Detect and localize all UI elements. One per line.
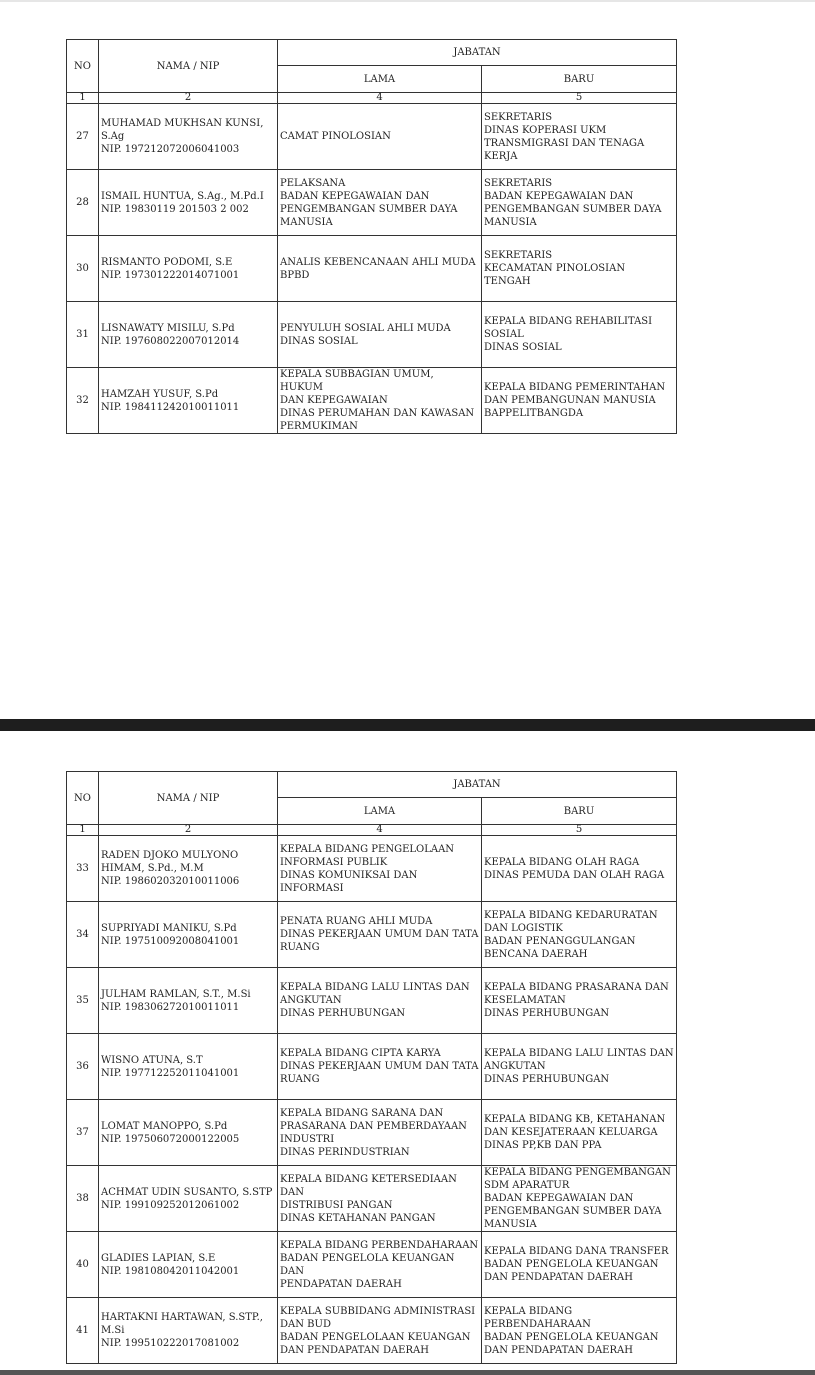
baru-line: SOSIAL bbox=[484, 329, 524, 340]
table-row bbox=[67, 368, 677, 434]
col-index-4: 4 bbox=[278, 825, 482, 836]
row-number: 33 bbox=[67, 836, 99, 902]
baru-line: ANGKUTAN bbox=[484, 1061, 546, 1072]
lama-line: PENDAPATAN DAERAH bbox=[280, 1278, 402, 1290]
baru-line: BADAN PENGELOLA KEUANGAN bbox=[484, 1259, 659, 1270]
cell-baru bbox=[482, 1100, 677, 1166]
baru-line: DAN PENDAPATAN DAERAH bbox=[484, 1344, 633, 1356]
cell-baru bbox=[482, 1034, 677, 1100]
baru-line: KEPALA BIDANG PERBENDAHARAAN bbox=[484, 1305, 591, 1330]
cell-baru bbox=[482, 836, 677, 902]
nama-line: WISNO ATUNA, S.T bbox=[101, 1054, 203, 1066]
cell-nama bbox=[99, 170, 278, 236]
lama-line: CAMAT PINOLOSIAN bbox=[280, 131, 391, 142]
baru-line: KEPALA BIDANG LALU LINTAS DAN bbox=[484, 1048, 674, 1059]
baru-line: PENGEMBANGAN SUMBER DAYA bbox=[484, 203, 662, 215]
nama-line: NIP. 19830119 201503 2 002 bbox=[101, 203, 249, 215]
col-header-nama-nip: NAMA / NIP bbox=[99, 40, 278, 93]
col-index-5: 5 bbox=[482, 825, 677, 836]
nama-line: ACHMAT UDIN SUSANTO, S.STP bbox=[101, 1186, 273, 1198]
cell-lama bbox=[278, 236, 482, 302]
row-number: 41 bbox=[67, 1298, 99, 1364]
col-index-5: 5 bbox=[482, 93, 677, 104]
bottom-edge bbox=[0, 1370, 815, 1375]
baru-line: SEKRETARIS bbox=[484, 250, 553, 261]
baru-line: TRANSMIGRASI DAN TENAGA KERJA bbox=[484, 137, 645, 162]
row-number: 32 bbox=[67, 368, 99, 434]
lama-line: KEPALA BIDANG SARANA DAN bbox=[280, 1107, 444, 1119]
cell-lama bbox=[278, 902, 482, 968]
lama-line: DISTRIBUSI PANGAN bbox=[280, 1199, 393, 1211]
nama-line: NIP. 197712252011041001 bbox=[101, 1067, 240, 1079]
baru-line: DAN LOGISTIK bbox=[484, 922, 563, 934]
col-header-lama: LAMA bbox=[278, 66, 482, 93]
lama-line: PENATA RUANG AHLI MUDA bbox=[280, 916, 433, 927]
row-number: 31 bbox=[67, 302, 99, 368]
baru-line: SEKRETARIS bbox=[484, 177, 553, 189]
nama-line: S.Ag bbox=[101, 131, 125, 142]
cell-lama bbox=[278, 1166, 482, 1232]
col-index-4: 4 bbox=[278, 93, 482, 104]
cell-nama bbox=[99, 836, 278, 902]
baru-line: BADAN KEPEGAWAIAN DAN bbox=[484, 1193, 634, 1204]
cell-nama bbox=[99, 302, 278, 368]
nama-line: M.Si bbox=[101, 1325, 125, 1336]
row-number: 34 bbox=[67, 902, 99, 968]
col-header-lama: LAMA bbox=[278, 798, 482, 825]
lama-line: DINAS PEKERJAAN UMUM DAN TATA bbox=[280, 929, 479, 940]
cell-baru bbox=[482, 302, 677, 368]
baru-line: KEPALA BIDANG PENGEMBANGAN bbox=[484, 1167, 671, 1178]
baru-line: BADAN KEPEGAWAIAN DAN bbox=[484, 190, 634, 202]
baru-line: BADAN PENANGGULANGAN bbox=[484, 935, 636, 947]
row-number: 36 bbox=[67, 1034, 99, 1100]
baru-line: DINAS PP,KB DAN PPA bbox=[484, 1140, 602, 1151]
cell-nama bbox=[99, 1100, 278, 1166]
nama-line: MUHAMAD MUKHSAN KUNSI, bbox=[101, 118, 264, 129]
cell-baru bbox=[482, 968, 677, 1034]
nama-line: JULHAM RAMLAN, S.T., M.Si bbox=[101, 988, 251, 1000]
nama-line: NIP. 197608022007012014 bbox=[101, 335, 240, 347]
lama-line: ANALIS KEBENCANAAN AHLI MUDA bbox=[280, 256, 476, 268]
lama-line: INFORMASI PUBLIK bbox=[280, 856, 388, 868]
baru-line: DINAS PEMUDA DAN OLAH RAGA bbox=[484, 869, 665, 881]
cell-baru bbox=[482, 1298, 677, 1364]
cell-baru bbox=[482, 1232, 677, 1298]
table-row bbox=[67, 104, 677, 170]
cell-baru bbox=[482, 368, 677, 434]
nama-line: NIP. 198306272010011011 bbox=[101, 1001, 240, 1013]
cell-baru bbox=[482, 236, 677, 302]
baru-line: KEPALA BIDANG KEDARURATAN bbox=[484, 909, 658, 921]
baru-line: MANUSIA bbox=[484, 1219, 537, 1230]
table-row bbox=[67, 1298, 677, 1364]
lama-line: PENGEMBANGAN SUMBER DAYA bbox=[280, 203, 458, 215]
col-index-2: 2 bbox=[99, 825, 278, 836]
nama-line: LISNAWATY MISILU, S.Pd bbox=[101, 322, 235, 334]
col-index-2: 2 bbox=[99, 93, 278, 104]
nama-line: RISMANTO PODOMI, S.E bbox=[101, 256, 233, 268]
baru-line: DAN PENDAPATAN DAERAH bbox=[484, 1272, 633, 1283]
mutation-table-page-1 bbox=[66, 39, 677, 434]
col-index-1: 1 bbox=[67, 825, 99, 836]
baru-line: SEKRETARIS bbox=[484, 111, 553, 123]
nama-line: NIP. 199109252012061002 bbox=[101, 1199, 240, 1211]
table-row bbox=[67, 968, 677, 1034]
row-number: 40 bbox=[67, 1232, 99, 1298]
col-header-jabatan: JABATAN bbox=[278, 40, 677, 66]
table-row bbox=[67, 836, 677, 902]
cell-lama bbox=[278, 302, 482, 368]
table-row bbox=[67, 236, 677, 302]
lama-line: DINAS KETAHANAN PANGAN bbox=[280, 1212, 436, 1224]
nama-line: NIP. 199510222017081002 bbox=[101, 1338, 240, 1349]
table-row bbox=[67, 1034, 677, 1100]
cell-lama bbox=[278, 968, 482, 1034]
baru-line: KEPALA BIDANG KB, KETAHANAN bbox=[484, 1114, 666, 1125]
lama-line: BPBD bbox=[280, 269, 310, 281]
lama-line: DAN KEPEGAWAIAN bbox=[280, 395, 388, 406]
cell-nama bbox=[99, 1298, 278, 1364]
row-number: 27 bbox=[67, 104, 99, 170]
cell-nama bbox=[99, 902, 278, 968]
lama-line: DINAS KOMUNIKSAI DAN INFORMASI bbox=[280, 869, 418, 894]
row-number: 37 bbox=[67, 1100, 99, 1166]
cell-lama bbox=[278, 1034, 482, 1100]
col-header-no: NO bbox=[67, 40, 99, 93]
row-number: 28 bbox=[67, 170, 99, 236]
nama-line: ISMAIL HUNTUA, S.Ag., M.Pd.I bbox=[101, 190, 264, 202]
lama-line: RUANG bbox=[280, 942, 320, 953]
lama-line: PRASARANA DAN PEMBERDAYAAN bbox=[280, 1120, 467, 1132]
nama-line: HIMAM, S.Pd., M.M bbox=[101, 863, 204, 874]
nama-line: GLADIES LAPIAN, S.E bbox=[101, 1252, 216, 1264]
nama-line: NIP. 197212072006041003 bbox=[101, 144, 240, 155]
col-header-no: NO bbox=[67, 772, 99, 825]
table-body-2 bbox=[67, 772, 677, 1364]
col-header-baru: BARU bbox=[482, 66, 677, 93]
lama-line: KEPALA BIDANG PENGELOLAAN bbox=[280, 843, 455, 855]
baru-line: DAN PEMBANGUNAN MANUSIA bbox=[484, 395, 656, 406]
cell-baru bbox=[482, 1166, 677, 1232]
lama-line: PELAKSANA bbox=[280, 177, 346, 189]
lama-line: DINAS PEKERJAAN UMUM DAN TATA bbox=[280, 1061, 479, 1072]
table-body-1 bbox=[67, 40, 677, 434]
cell-lama bbox=[278, 1100, 482, 1166]
lama-line: DINAS PERHUBUNGAN bbox=[280, 1008, 406, 1019]
baru-line: KEPALA BIDANG DANA TRANSFER bbox=[484, 1246, 669, 1257]
row-number: 30 bbox=[67, 236, 99, 302]
lama-line: KEPALA SUBBAGIAN UMUM, HUKUM bbox=[280, 369, 434, 393]
baru-line: KEPALA BIDANG REHABILITASI bbox=[484, 316, 653, 327]
lama-line: BADAN KEPEGAWAIAN DAN bbox=[280, 190, 430, 202]
nama-line: HARTAKNI HARTAWAN, S.STP., bbox=[101, 1312, 263, 1323]
lama-line: KEPALA BIDANG CIPTA KARYA bbox=[280, 1048, 441, 1059]
lama-line: PERMUKIMAN bbox=[280, 421, 358, 432]
baru-line: SDM APARATUR bbox=[484, 1180, 570, 1191]
cell-lama bbox=[278, 1298, 482, 1364]
nama-line: HAMZAH YUSUF, S.Pd bbox=[101, 388, 219, 400]
cell-nama bbox=[99, 1166, 278, 1232]
col-header-baru: BARU bbox=[482, 798, 677, 825]
baru-line: PENGEMBANGAN SUMBER DAYA bbox=[484, 1206, 662, 1217]
lama-line: KEPALA BIDANG PERBENDAHARAAN bbox=[280, 1239, 479, 1251]
cell-nama bbox=[99, 968, 278, 1034]
col-header-jabatan: JABATAN bbox=[278, 772, 677, 798]
lama-line: INDUSTRI bbox=[280, 1133, 335, 1145]
baru-line: KECAMATAN PINOLOSIAN TENGAH bbox=[484, 263, 626, 287]
lama-line: BADAN PENGELOLA KEUANGAN DAN bbox=[280, 1252, 455, 1277]
mutation-table-page-2 bbox=[66, 771, 677, 1364]
nama-line: RADEN DJOKO MULYONO bbox=[101, 850, 239, 861]
nama-line: SUPRIYADI MANIKU, S.Pd bbox=[101, 922, 237, 934]
cell-lama bbox=[278, 1232, 482, 1298]
baru-line: MANUSIA bbox=[484, 216, 537, 228]
baru-line: DINAS PERHUBUNGAN bbox=[484, 1074, 610, 1085]
col-index-1: 1 bbox=[67, 93, 99, 104]
lama-line: DINAS PERINDUSTRIAN bbox=[280, 1146, 410, 1158]
cell-nama bbox=[99, 104, 278, 170]
lama-line: DAN PENDAPATAN DAERAH bbox=[280, 1344, 429, 1356]
baru-line: KEPALA BIDANG PEMERINTAHAN bbox=[484, 382, 666, 393]
baru-line: KEPALA BIDANG PRASARANA DAN bbox=[484, 982, 669, 993]
baru-line: DINAS PERHUBUNGAN bbox=[484, 1008, 610, 1019]
lama-line: ANGKUTAN bbox=[280, 995, 342, 1006]
lama-line: RUANG bbox=[280, 1074, 320, 1085]
table-row bbox=[67, 1166, 677, 1232]
table-row bbox=[67, 170, 677, 236]
nama-line: NIP. 197301222014071001 bbox=[101, 269, 240, 281]
page-divider bbox=[0, 719, 815, 731]
baru-line: BAPPELITBANGDA bbox=[484, 408, 584, 419]
cell-lama bbox=[278, 170, 482, 236]
lama-line: DAN BUD bbox=[280, 1318, 331, 1330]
col-header-nama-nip: NAMA / NIP bbox=[99, 772, 278, 825]
lama-line: BADAN PENGELOLAAN KEUANGAN bbox=[280, 1331, 471, 1343]
nama-line: NIP. 197510092008041001 bbox=[101, 935, 240, 947]
baru-line: KEPALA BIDANG OLAH RAGA bbox=[484, 856, 640, 868]
lama-line: PENYULUH SOSIAL AHLI MUDA bbox=[280, 322, 451, 334]
nama-line: NIP. 198602032010011006 bbox=[101, 876, 240, 887]
cell-nama bbox=[99, 368, 278, 434]
lama-line: KEPALA BIDANG KETERSEDIAAN DAN bbox=[280, 1173, 457, 1198]
lama-line: DINAS SOSIAL bbox=[280, 335, 358, 347]
cell-lama bbox=[278, 836, 482, 902]
table-row bbox=[67, 1232, 677, 1298]
cell-nama bbox=[99, 1232, 278, 1298]
baru-line: DINAS KOPERASI UKM bbox=[484, 124, 607, 136]
nama-line: LOMAT MANOPPO, S.Pd bbox=[101, 1120, 228, 1132]
baru-line: BENCANA DAERAH bbox=[484, 948, 588, 960]
cell-lama bbox=[278, 368, 482, 434]
baru-line: DINAS SOSIAL bbox=[484, 342, 562, 353]
lama-line: KEPALA BIDANG LALU LINTAS DAN bbox=[280, 982, 470, 993]
cell-baru bbox=[482, 104, 677, 170]
lama-line: KEPALA SUBBIDANG ADMINISTRASI bbox=[280, 1305, 476, 1317]
row-number: 35 bbox=[67, 968, 99, 1034]
nama-line: NIP. 198411242010011011 bbox=[101, 401, 240, 413]
baru-line: KESELAMATAN bbox=[484, 995, 566, 1006]
table-row bbox=[67, 302, 677, 368]
nama-line: NIP. 197506072000122005 bbox=[101, 1133, 240, 1145]
row-number: 38 bbox=[67, 1166, 99, 1232]
lama-line: MANUSIA bbox=[280, 216, 333, 228]
baru-line: DAN KESEJATERAAN KELUARGA bbox=[484, 1127, 658, 1138]
cell-baru bbox=[482, 170, 677, 236]
table-row bbox=[67, 1100, 677, 1166]
lama-line: DINAS PERUMAHAN DAN KAWASAN bbox=[280, 408, 475, 419]
cell-lama bbox=[278, 104, 482, 170]
nama-line: NIP. 198108042011042001 bbox=[101, 1265, 240, 1277]
cell-baru bbox=[482, 902, 677, 968]
baru-line: BADAN PENGELOLA KEUANGAN bbox=[484, 1331, 659, 1343]
cell-nama bbox=[99, 1034, 278, 1100]
table-row bbox=[67, 902, 677, 968]
top-edge bbox=[0, 0, 815, 2]
cell-nama bbox=[99, 236, 278, 302]
